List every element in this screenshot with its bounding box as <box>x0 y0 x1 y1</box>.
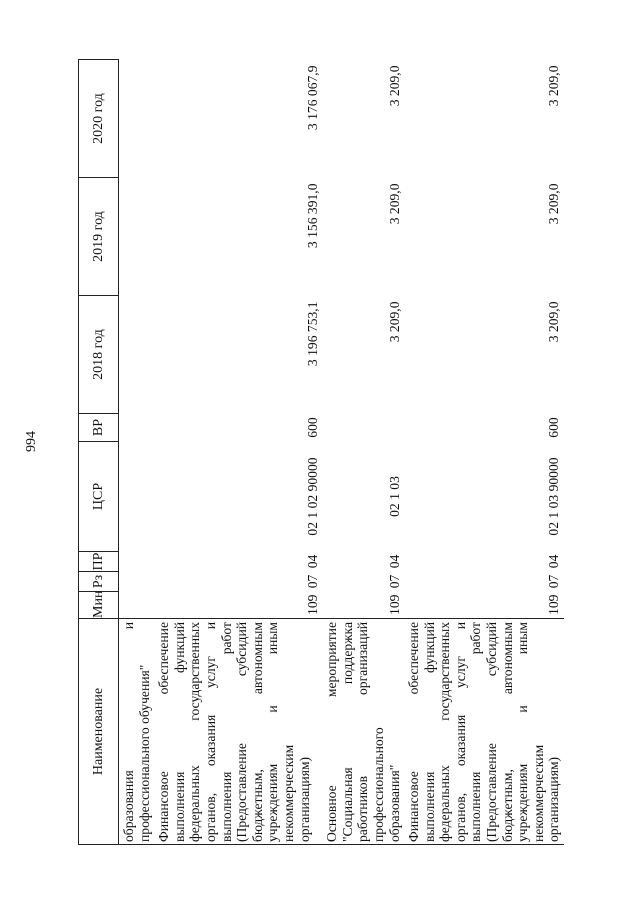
row-name-cell <box>154 619 322 845</box>
cell-pr: 04 <box>386 554 402 569</box>
table-row <box>322 60 404 845</box>
row-name-line: некоммерческим <box>530 744 546 842</box>
row-name-line: профессионального <box>370 727 386 842</box>
row-name-line: образования и <box>121 622 136 842</box>
cell-y2020: 3 209,0 <box>386 65 402 107</box>
cell-pr <box>119 552 155 572</box>
row-name-line: органов, оказания услуг и <box>202 622 218 842</box>
row-name-line: органов, оказания услуг и <box>452 622 468 842</box>
header-csr: ЦСР <box>79 442 119 552</box>
cell-vr <box>119 414 155 442</box>
row-name-line: федеральных государственных <box>437 622 453 842</box>
cell-rz: 07 <box>546 574 562 589</box>
cell-min: 109 <box>304 594 320 615</box>
row-name-cell <box>119 619 155 845</box>
cell-vr: 600 <box>304 417 320 438</box>
cell-y2020 <box>119 60 155 178</box>
row-name-line: бюджетным, автономным <box>499 622 515 842</box>
rotated-table-container <box>78 60 640 845</box>
row-name-line: выполнения работ <box>218 622 234 842</box>
cell-y2018: 3 209,0 <box>546 301 562 343</box>
cell-csr: 02 1 02 90000 <box>304 457 320 536</box>
table-row <box>119 60 155 845</box>
page-number: 994 <box>24 431 39 452</box>
row-name-line: федеральных государственных <box>187 622 203 842</box>
header-2018: 2018 год <box>79 296 119 414</box>
row-name-line: организациям) <box>546 756 562 842</box>
row-name-line: Финансовое обеспечение <box>156 622 172 842</box>
row-name-line: бюджетным, автономным <box>249 622 265 842</box>
cell-rz: 07 <box>386 574 402 589</box>
cell-min <box>119 592 155 619</box>
cell-y2020: 3 209,0 <box>546 65 562 107</box>
cell-csr <box>119 442 155 552</box>
cell-rz <box>119 572 155 592</box>
header-min: Мин <box>79 592 119 619</box>
header-name: Наименование <box>79 619 119 845</box>
cell-csr: 02 1 03 90000 <box>546 457 562 536</box>
row-name-line: (Предоставление субсидий <box>234 622 250 842</box>
row-name-line: "Социальная поддержка <box>339 622 355 842</box>
header-rz: Рз <box>79 572 119 592</box>
header-2020: 2020 год <box>79 60 119 178</box>
cell-rz: 07 <box>304 574 320 589</box>
row-name-line: организациям) <box>296 756 312 842</box>
row-name-line: выполнения работ <box>468 622 484 842</box>
table-row <box>154 60 322 845</box>
cell-min: 109 <box>546 594 562 615</box>
row-name-line: выполнения функций <box>421 622 437 842</box>
row-name-line: выполнения функций <box>171 622 187 842</box>
cell-min: 109 <box>386 594 402 615</box>
cell-y2019: 3 209,0 <box>386 183 402 225</box>
cell-vr <box>322 414 404 442</box>
table-row <box>404 60 564 845</box>
row-name-line: профессионального обучения" <box>136 664 152 842</box>
row-name-cell <box>404 619 564 845</box>
row-name-line: (Предоставление субсидий <box>484 622 500 842</box>
cell-y2020: 3 176 067,9 <box>304 65 320 131</box>
cell-y2018 <box>119 296 155 414</box>
row-name-line: работников организаций <box>355 622 371 842</box>
row-name-line: образования" <box>386 764 402 842</box>
cell-y2018: 3 209,0 <box>386 301 402 343</box>
cell-vr: 600 <box>546 417 562 438</box>
row-name-line: некоммерческим <box>280 744 296 842</box>
cell-csr: 02 1 03 <box>386 476 402 517</box>
header-pr: ПР <box>79 552 119 572</box>
header-vr: ВР <box>79 414 119 442</box>
table-header-row <box>79 60 119 845</box>
cell-y2019 <box>119 178 155 296</box>
budget-table <box>78 59 564 845</box>
row-name-line: Финансовое обеспечение <box>406 622 422 842</box>
row-name-line: Основное мероприятие <box>324 622 340 842</box>
row-name-line: учреждениям и иным <box>515 622 531 842</box>
cell-pr: 04 <box>304 554 320 569</box>
cell-y2019: 3 209,0 <box>546 183 562 225</box>
cell-y2018: 3 196 753,1 <box>304 301 320 367</box>
cell-y2019: 3 156 391,0 <box>304 183 320 249</box>
row-name-cell <box>322 619 404 845</box>
header-2019: 2019 год <box>79 178 119 296</box>
row-name-line: учреждениям и иным <box>265 622 281 842</box>
cell-pr: 04 <box>546 554 562 569</box>
